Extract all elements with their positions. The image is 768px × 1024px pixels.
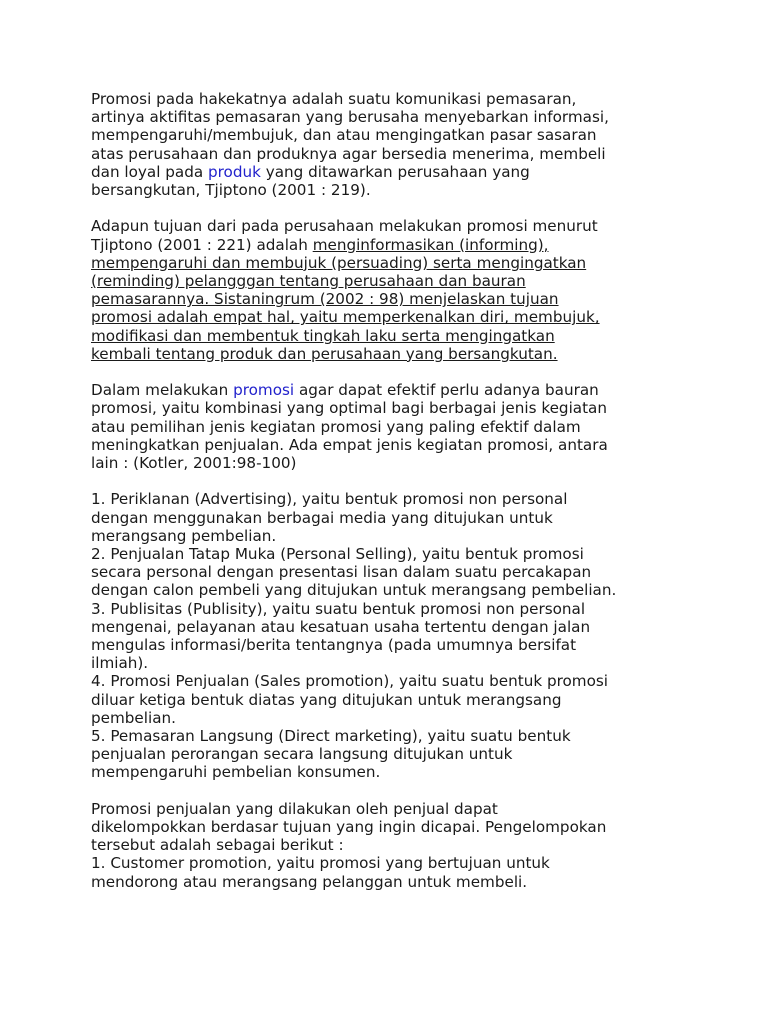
paragraph-text: Adapun tujuan dari pada perusahaan melakukan promosi menurut Tjiptono (2001 : 221) adalah: [91, 217, 598, 254]
link-promosi[interactable]: promosi: [233, 381, 295, 400]
paragraph-tujuan-promosi: [91, 217, 691, 363]
paragraph-promosi-penjualan: Promosi penjualan yang dilakukan oleh penjual dapat dikelompokkan berdasar tujuan yang ingin dicapai. Pengelompokan tersebut adalah sebagai berikut : 1. Customer promotion, yaitu promosi yang bertujuan untuk mendorong atau merangsang pelanggan untuk membeli.: [91, 799, 607, 891]
paragraph-text: Promosi pada hakekatnya adalah suatu komunikasi pemasaran, artinya aktifitas pemasaran yang berusaha menyebarkan informasi, mempengaruhi/membujuk, dan atau mengingatkan pasar sasaran atas perusahaan dan produknya agar bersedia menerima, membeli dan loyal pada: [91, 90, 609, 181]
link-produk[interactable]: produk: [207, 162, 261, 181]
paragraph-bauran-promosi: [91, 381, 691, 472]
paragraph-text: agar dapat efektif perlu adanya bauran promosi, yaitu kombinasi yang optimal bagi berbagai jenis kegiatan atau pemilihan jenis kegiatan promosi yang paling efektif dalam meningkatkan penjualan. Ada empat jenis kegiatan promosi, antara lain : (Kotler, 2001:98-100): [91, 381, 608, 473]
paragraph-text: Dalam melakukan: [91, 381, 234, 400]
paragraph-jenis-kegiatan-list: 1. Periklanan (Advertising), yaitu bentuk promosi non personal dengan menggunakan berbagai media yang ditujukan untuk merangsang pembelian. 2. Penjualan Tatap Muka (Personal Selling), yaitu bentuk promosi secara personal dengan presentasi lisan dalam suatu percakapan dengan calon pembeli yang ditujukan untuk merangsang pembelian. 3. Publisitas (Publisity), yaitu suatu bentuk promosi non personal mengenai, pelayanan atau kesatuan usaha tertentu dengan jalan mengulas informasi/berita tentangnya (pada umumnya bersifat ilmiah). 4. Promosi Penjualan (Sales promotion), yaitu suatu bentuk promosi diluar ketiga bentuk diatas yang ditujukan untuk merangsang pembelian. 5. Pemasaran Langsung (Direct marketing), yaitu suatu bentuk penjualan perorangan secara langsung ditujukan untuk mempengaruhi pembelian konsumen.: [91, 490, 617, 782]
underlined-text: menginformasikan (informing), mempengaruhi dan membujuk (persuading) serta mengingatkan (reminding) pelangggan tentang perusahaan dan bauran pemasarannya. Sistaningrum (2002 : 98) menjelaskan tujuan promosi adalah empat hal, yaitu memperkenalkan diri, membujuk, modifikasi dan membentuk tingkah laku serta mengingatkan kembali tentang produk dan perusahaan yang bersangkutan.: [91, 235, 600, 363]
document-body: [91, 90, 691, 909]
paragraph-promosi-definition: [91, 90, 691, 199]
paragraph-text: yang ditawarkan perusahaan yang bersangkutan, Tjiptono (2001 : 219).: [91, 162, 530, 200]
